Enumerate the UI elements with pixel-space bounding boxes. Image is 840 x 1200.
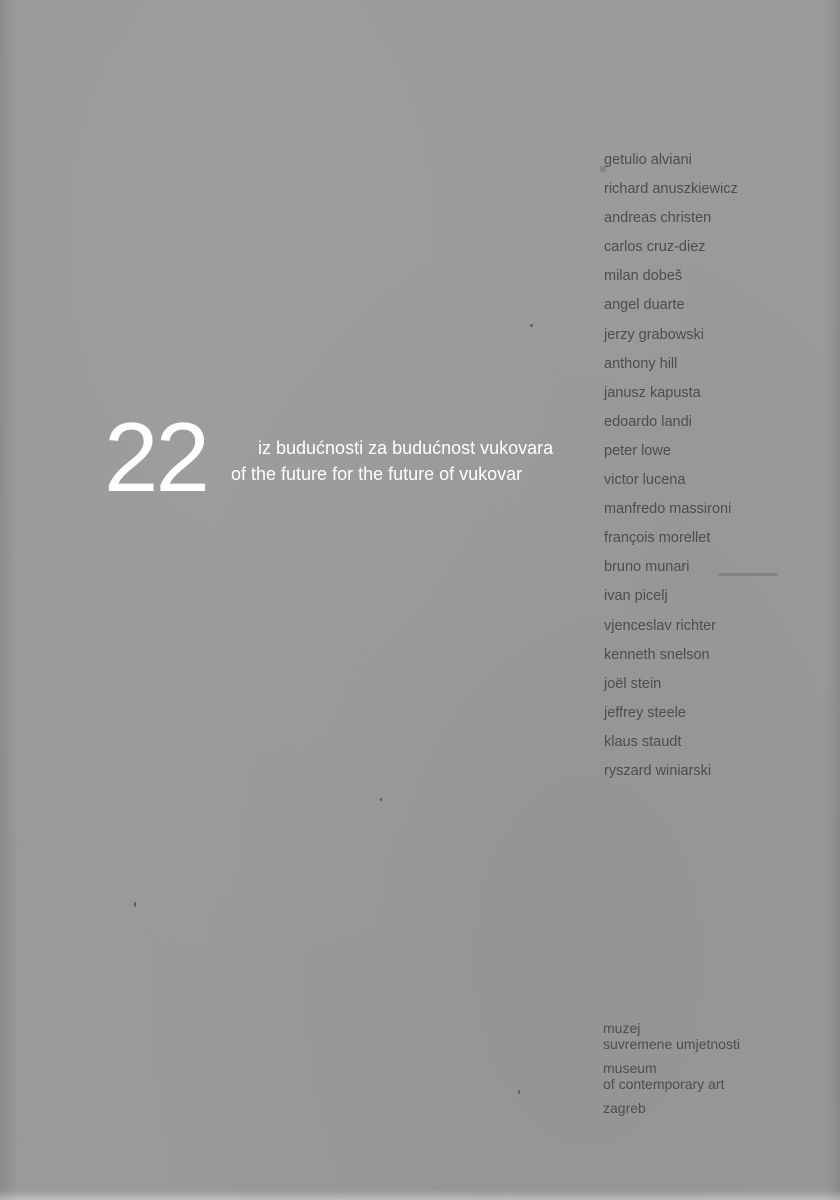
print-speck [518,1090,520,1094]
museum-city [603,1100,740,1116]
artist-name: richard anuszkiewicz [604,181,738,198]
artist-name: jerzy grabowski [604,326,704,343]
museum-en-line: of contemporary art [603,1076,725,1092]
museum-name-croatian [603,1020,740,1052]
cover-edge-right [826,0,840,1200]
artist-name: janusz kapusta [604,384,701,401]
artist-name: manfredo massironi [604,501,732,518]
issue-number: 22 [104,402,208,512]
artist-name: françois morellet [604,530,711,547]
museum-en-line: museum [603,1060,657,1076]
title-english: of the future for the future of vukovar [231,464,523,484]
artist-name: ryszard winiarski [604,762,712,779]
artist-name: ivan picelj [604,588,668,605]
artist-name: jeffrey steele [604,704,686,721]
artist-name: anthony hill [604,355,678,372]
artist-name: klaus staudt [604,733,682,750]
museum-hr-line: muzej [603,1020,641,1036]
museum-hr-line: suvremene umjetnosti [603,1036,740,1052]
title-croatian: iz budućnosti za budućnost vukovara [258,438,554,458]
cover-edge-bottom [0,1190,840,1200]
print-speck [380,798,382,801]
artist-name: carlos cruz-diez [604,239,706,256]
artist-name: victor lucena [604,472,686,489]
artist-name: peter lowe [604,442,671,459]
artist-name: getulio alviani [604,152,692,168]
artist-name: edoardo landi [604,413,692,430]
artist-name: kenneth snelson [604,646,710,663]
museum-city-label: zagreb [603,1100,646,1116]
wear-mark [718,573,778,576]
cover-edge-left [0,0,18,1200]
artist-name: angel duarte [604,297,685,314]
museum-name-english [603,1060,740,1092]
artist-name: milan dobeš [604,268,683,285]
artist-list [604,150,738,790]
print-speck [530,324,533,327]
wear-mark [600,166,606,172]
artist-name: bruno munari [604,559,690,576]
print-speck [134,902,136,907]
museum-imprint [603,1020,740,1124]
artist-name: vjenceslav richter [604,617,717,634]
artist-name: andreas christen [604,210,712,227]
artist-name: joël stein [604,675,662,692]
